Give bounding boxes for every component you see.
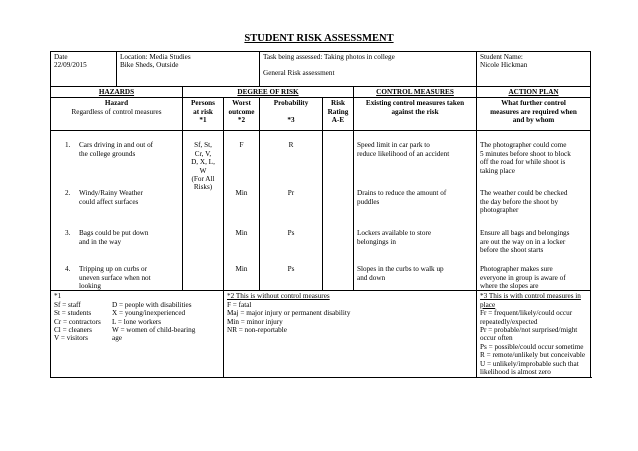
col-hazard-title: Hazard: [104, 99, 129, 108]
further-control: [480, 141, 571, 175]
further-control: [480, 189, 567, 214]
hazard-item: [65, 229, 183, 246]
hazard-num: 4.: [65, 265, 71, 274]
key-probability-head: *3 This is with control measures in place: [480, 292, 581, 309]
persons-line: Risks): [193, 183, 213, 192]
band-action: ACTION PLAN: [477, 87, 591, 98]
further-control-text: before the shoot starts: [480, 246, 544, 255]
risk-assessment-table: [50, 51, 591, 378]
worst-outcome-column: [224, 131, 260, 291]
hazard-text: Bags could be put down: [79, 229, 149, 238]
key-probability-item: Ps = possible/could occur sometime: [480, 342, 584, 351]
further-control-text: photographer: [480, 206, 519, 215]
key-persons-item: Cl = cleaners: [54, 326, 92, 335]
probability-column: [260, 131, 323, 291]
existing-control-text: and down: [357, 273, 386, 282]
key-persons-item: L = lone workers: [112, 317, 162, 326]
col-prob-l1: Probability: [273, 99, 309, 108]
risk-body-row: [51, 131, 591, 291]
key-probability-item: U = unlikely/improbable such that likelihood is almost zero: [480, 359, 579, 377]
further-control-text: are out the way on in a locker: [480, 237, 566, 246]
col-further-l2: measures are required when: [490, 107, 577, 116]
further-control-text: The weather could be checked: [480, 189, 568, 198]
hazard-text: Cars driving in and out of: [79, 141, 154, 150]
date-label: Date: [54, 53, 68, 61]
existing-controls-column: [354, 131, 477, 291]
existing-control-text: reduce likelihood of an accident: [357, 149, 450, 158]
existing-control: [357, 229, 431, 246]
further-control: [480, 265, 566, 290]
persons-line: W: [199, 166, 207, 175]
key-outcome-head: *2 This is without control measures: [227, 292, 330, 301]
location-detail: Bike Sheds, Outside: [120, 61, 179, 70]
hazard-item: [65, 141, 183, 158]
location-label: Location: Media Studies: [120, 53, 191, 61]
student-cell: [477, 52, 591, 87]
key-outcome-item: F = fatal: [227, 300, 252, 309]
hazard-item: [65, 189, 183, 206]
worst-value: Min: [235, 189, 248, 198]
key-persons-head: *1: [54, 292, 62, 301]
further-control-text: everyone in group is aware of: [480, 273, 566, 282]
col-worst-l3: *2: [237, 116, 246, 125]
key-outcome-item: NR = non-reportable: [227, 326, 287, 335]
hazard-item: [65, 265, 183, 290]
key-probability: [477, 291, 591, 378]
col-existing-l1: Existing control measures taken: [365, 99, 465, 108]
key-outcome: [224, 291, 477, 378]
key-probability-item: Pr = probable/not surprised/might occur often: [480, 326, 578, 343]
key-persons-item: X = young/inexperienced: [112, 309, 186, 318]
probability-value: Ps: [287, 265, 295, 274]
col-persons-l1: Persons: [191, 99, 215, 108]
existing-control: [357, 265, 444, 282]
further-control-text: The photographer could come: [480, 141, 567, 150]
existing-control-text: Drains to reduce the amount of: [357, 189, 447, 198]
header-row: [51, 52, 591, 87]
col-further: [477, 98, 591, 131]
probability-value: Pr: [287, 189, 295, 198]
band-hazards: HAZARDS: [51, 87, 183, 98]
hazard-text: uneven surface when not: [79, 273, 151, 282]
col-worst: [224, 98, 260, 131]
probability-value: Ps: [287, 229, 295, 238]
band-degree: DEGREE OF RISK: [183, 87, 354, 98]
location-cell: [117, 52, 260, 87]
key-persons-item: Cr = contractors: [54, 317, 101, 326]
hazard-num: 3.: [65, 229, 71, 238]
band-control: CONTROL MEASURES: [354, 87, 477, 98]
section-band-row: [51, 87, 591, 98]
col-probability: [260, 98, 323, 131]
key-persons-item: age: [112, 334, 122, 343]
col-hazard-sub: Regardless of control measures: [71, 107, 162, 116]
further-control-text: the day before the shoot by: [480, 197, 559, 206]
key-persons-item: V = visitors: [54, 334, 88, 343]
date-cell: [51, 52, 117, 87]
hazard-num: 1.: [65, 141, 71, 150]
further-controls-column: [477, 131, 591, 291]
col-existing: [354, 98, 477, 131]
key-row: [51, 291, 591, 378]
col-worst-l2: outcome: [228, 107, 255, 116]
risk-rating-column: [323, 131, 354, 291]
hazard-text: looking: [79, 282, 101, 291]
further-control-text: taking place: [480, 166, 515, 175]
further-control-text: 5 minutes before shoot to block: [480, 149, 571, 158]
existing-control: [357, 189, 446, 206]
col-existing-l2: against the risk: [391, 107, 439, 116]
student-name: Nicole Hickman: [480, 61, 528, 70]
further-control: [480, 229, 569, 254]
document-title: STUDENT RISK ASSESSMENT: [244, 33, 394, 44]
hazard-text: and in the way: [79, 237, 122, 246]
key-persons-item: D = people with disabilities: [112, 300, 192, 309]
existing-control-text: belongings in: [357, 237, 396, 246]
hazard-num: 2.: [65, 189, 71, 198]
col-risk-l1: Risk: [331, 99, 345, 108]
key-persons-item: Sf = staff: [54, 300, 81, 309]
persons-at-risk: [183, 131, 224, 291]
persons-line: D, X, L,: [191, 158, 215, 167]
existing-control: [357, 141, 449, 158]
col-persons-l2: at risk: [193, 107, 213, 116]
further-control-text: Ensure all bags and belongings: [480, 229, 570, 238]
col-persons-l3: *1: [199, 116, 207, 125]
worst-value: F: [239, 141, 244, 150]
key-probability-item: R = remote/unlikely but conceivable: [480, 351, 586, 360]
task-label: Task being assessed: Taking photos in college: [263, 53, 395, 61]
col-risk: [323, 98, 354, 131]
probability-value: R: [288, 141, 294, 150]
existing-control-text: Slopes in the curbs to walk up: [357, 265, 444, 274]
further-control-text: where the slopes are: [480, 282, 539, 291]
col-risk-l3: A-E: [331, 116, 345, 125]
col-further-l3: and by whom: [512, 116, 555, 125]
student-label: Student Name:: [480, 53, 523, 61]
key-persons-item: W = women of child-bearing: [112, 326, 196, 335]
col-further-l1: What further control: [501, 99, 566, 108]
hazard-text: could affect surfaces: [79, 197, 139, 206]
existing-control-text: puddles: [357, 197, 380, 206]
further-control-text: off the road for while shoot is: [480, 158, 566, 167]
worst-value: Min: [235, 229, 248, 238]
persons-line: Cr, V,: [194, 149, 212, 158]
col-hazard: [51, 98, 183, 131]
key-persons-item: St = students: [54, 309, 92, 318]
key-persons: [51, 291, 224, 378]
persons-line: Sf, St,: [194, 141, 212, 150]
hazard-text: Tripping up on curbs or: [79, 265, 148, 274]
existing-control-text: Lockers available to store: [357, 229, 432, 238]
hazard-text: Windy/Rainy Weather: [79, 189, 143, 198]
col-persons: [183, 98, 224, 131]
existing-control-text: Speed limit in car park to: [357, 141, 430, 150]
key-probability-item: Fr = frequent/likely/could occur repeatedly/expected: [480, 309, 573, 326]
task-cell: [260, 52, 477, 87]
key-outcome-item: Min = minor injury: [227, 317, 283, 326]
hazard-text: the college grounds: [79, 149, 136, 158]
col-prob-l3: *3: [287, 116, 295, 125]
persons-line: (For All: [191, 175, 215, 184]
col-worst-l1: Worst: [232, 99, 251, 108]
further-control-text: Photographer makes sure: [480, 265, 553, 274]
col-risk-l2: Rating: [327, 107, 349, 116]
date-value: 22/09/2015: [54, 61, 87, 70]
key-outcome-item: Maj = major injury or permanent disability: [227, 309, 351, 318]
column-header-row: [51, 98, 591, 131]
general-label: General Risk assessment: [263, 69, 335, 78]
hazard-list: [51, 131, 183, 291]
worst-value: Min: [235, 265, 248, 274]
